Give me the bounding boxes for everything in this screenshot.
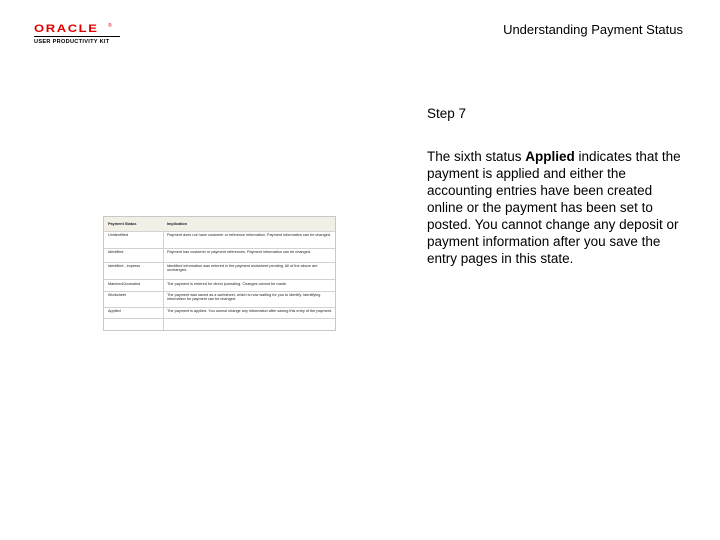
oracle-upk-logo [34, 23, 124, 45]
table-header-row [104, 217, 335, 232]
status-cell: Unidentified [108, 233, 129, 237]
step-label: Step 7 [427, 106, 467, 121]
status-cell: Worksheet [108, 293, 127, 297]
status-cell: Identified - express [108, 264, 141, 268]
payment-status-table [103, 216, 336, 331]
table-row [104, 318, 335, 330]
status-name-applied: Applied [525, 149, 575, 164]
oracle-wordmark: ORACLE [34, 22, 99, 35]
implication-cell: Identified information was entered in the payment worksheet pending. All of the above are unchanged. [167, 264, 318, 273]
product-name: USER PRODUCTIVITY KIT [34, 39, 110, 45]
implication-cell: Payment has customer or payment references. Payment information can be changed. [167, 250, 311, 254]
table-row [104, 231, 335, 249]
description-text-post: indicates that the payment is applied and either the accounting entries have been created online or the payment has been set to posted. You cannot change any deposit or payment information after you save the entry pages in this state. [427, 149, 681, 266]
page-title: Understanding Payment Status [503, 22, 683, 37]
step-description [427, 148, 689, 267]
logo-divider [34, 36, 120, 37]
column-header-implication: Implication [167, 222, 188, 226]
implication-cell: Payment does not have customer or reference information. Payment information can be changed. [167, 233, 331, 237]
implication-cell: The payment is applied. You cannot change any information after saving this entry of the payment. [167, 309, 333, 313]
registered-mark: ® [108, 23, 112, 29]
description-text-pre: The sixth status [427, 149, 526, 164]
status-cell: Applied [108, 309, 121, 313]
table-row [104, 248, 335, 263]
status-cell: Identified [108, 250, 124, 254]
implication-cell: The payment is entered for direct journaling. Changes cannot be made. [167, 282, 287, 286]
table-row [104, 262, 335, 280]
implication-cell: The payment was saved as a worksheet, which is now waiting for you to identify. Identifying information for payment can be changed. [167, 293, 321, 302]
table-row [104, 291, 335, 308]
column-header-status: Payment Status [108, 222, 137, 226]
status-cell: Matched/Journaled [108, 282, 141, 286]
